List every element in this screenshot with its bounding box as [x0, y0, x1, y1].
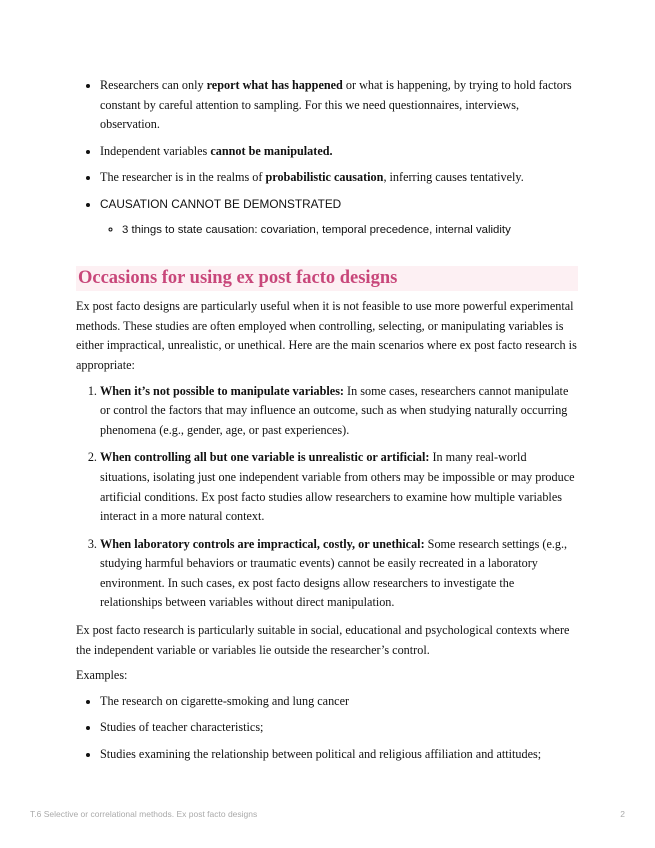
scenario-item: 1. When it’s not possible to manipulate variables: In some cases, researchers cannot manipulate or control the factors that may influence an outcome, such as when studying naturally occurring phenomena (e.g., gender, age, or past experiences). — [100, 382, 578, 441]
sub-list-item: ◦ 3 things to state causation: covariation, temporal precedence, internal validity — [122, 221, 578, 241]
page-footer — [30, 809, 625, 819]
list-item: • Researchers can only report what has happened or what is happening, by trying to hold factors constant by careful attention to sampling. For this we need questionnaires, interviews, observation. — [100, 76, 578, 135]
section-heading: Occasions for using ex post facto designs — [76, 266, 578, 291]
list-item: • The researcher is in the realms of probabilistic causation, inferring causes tentatively. — [100, 168, 578, 188]
page-number: 2 — [620, 809, 625, 819]
scenario-item: 3. When laboratory controls are impractical, costly, or unethical: Some research settings (e.g., studying harmful behaviors or traumatic events) cannot be easily recreated in a laboratory environment. In such cases, ex post facto designs allow researchers to investigate the relationships between variables without direct manipulation. — [100, 535, 578, 613]
examples-label: Examples: — [76, 668, 128, 683]
example-item: • The research on cigarette-smoking and lung cancer — [100, 692, 578, 712]
scenario-item: 2. When controlling all but one variable is unrealistic or artificial: In many real-world situations, isolating just one independent variable from others may be impossible or may produce artificial conditions. Ex post facto studies allow researchers to examine how multiple variables interact in a more natural context. — [100, 448, 578, 526]
causation-statement: CAUSATION CANNOT BE DEMONSTRATED — [100, 196, 342, 211]
page-content — [76, 76, 578, 772]
examples-list — [76, 692, 578, 765]
intro-paragraph: Ex post facto designs are particularly useful when it is not feasible to use more powerful experimental methods. These studies are often employed when controlling, selecting, or manipulating variables is either impractical, unrealistic, or unethical. Here are the main scenarios where ex post facto research is appropriate: — [76, 299, 577, 372]
example-item: • Studies examining the relationship between political and religious affiliation and attitudes; — [100, 745, 578, 765]
footer-title: T.6 Selective or correlational methods. Ex post facto designs — [30, 809, 258, 819]
sub-bullet-list — [100, 221, 578, 241]
suitability-paragraph: Ex post facto research is particularly suitable in social, educational and psychological contexts where the independent variable or variables lie outside the researcher’s control. — [76, 623, 570, 657]
example-item: • Studies of teacher characteristics; — [100, 718, 578, 738]
list-item — [100, 195, 578, 240]
top-bullet-list — [76, 76, 578, 240]
scenarios-list — [76, 382, 578, 614]
list-item: • Independent variables cannot be manipulated. — [100, 142, 578, 162]
